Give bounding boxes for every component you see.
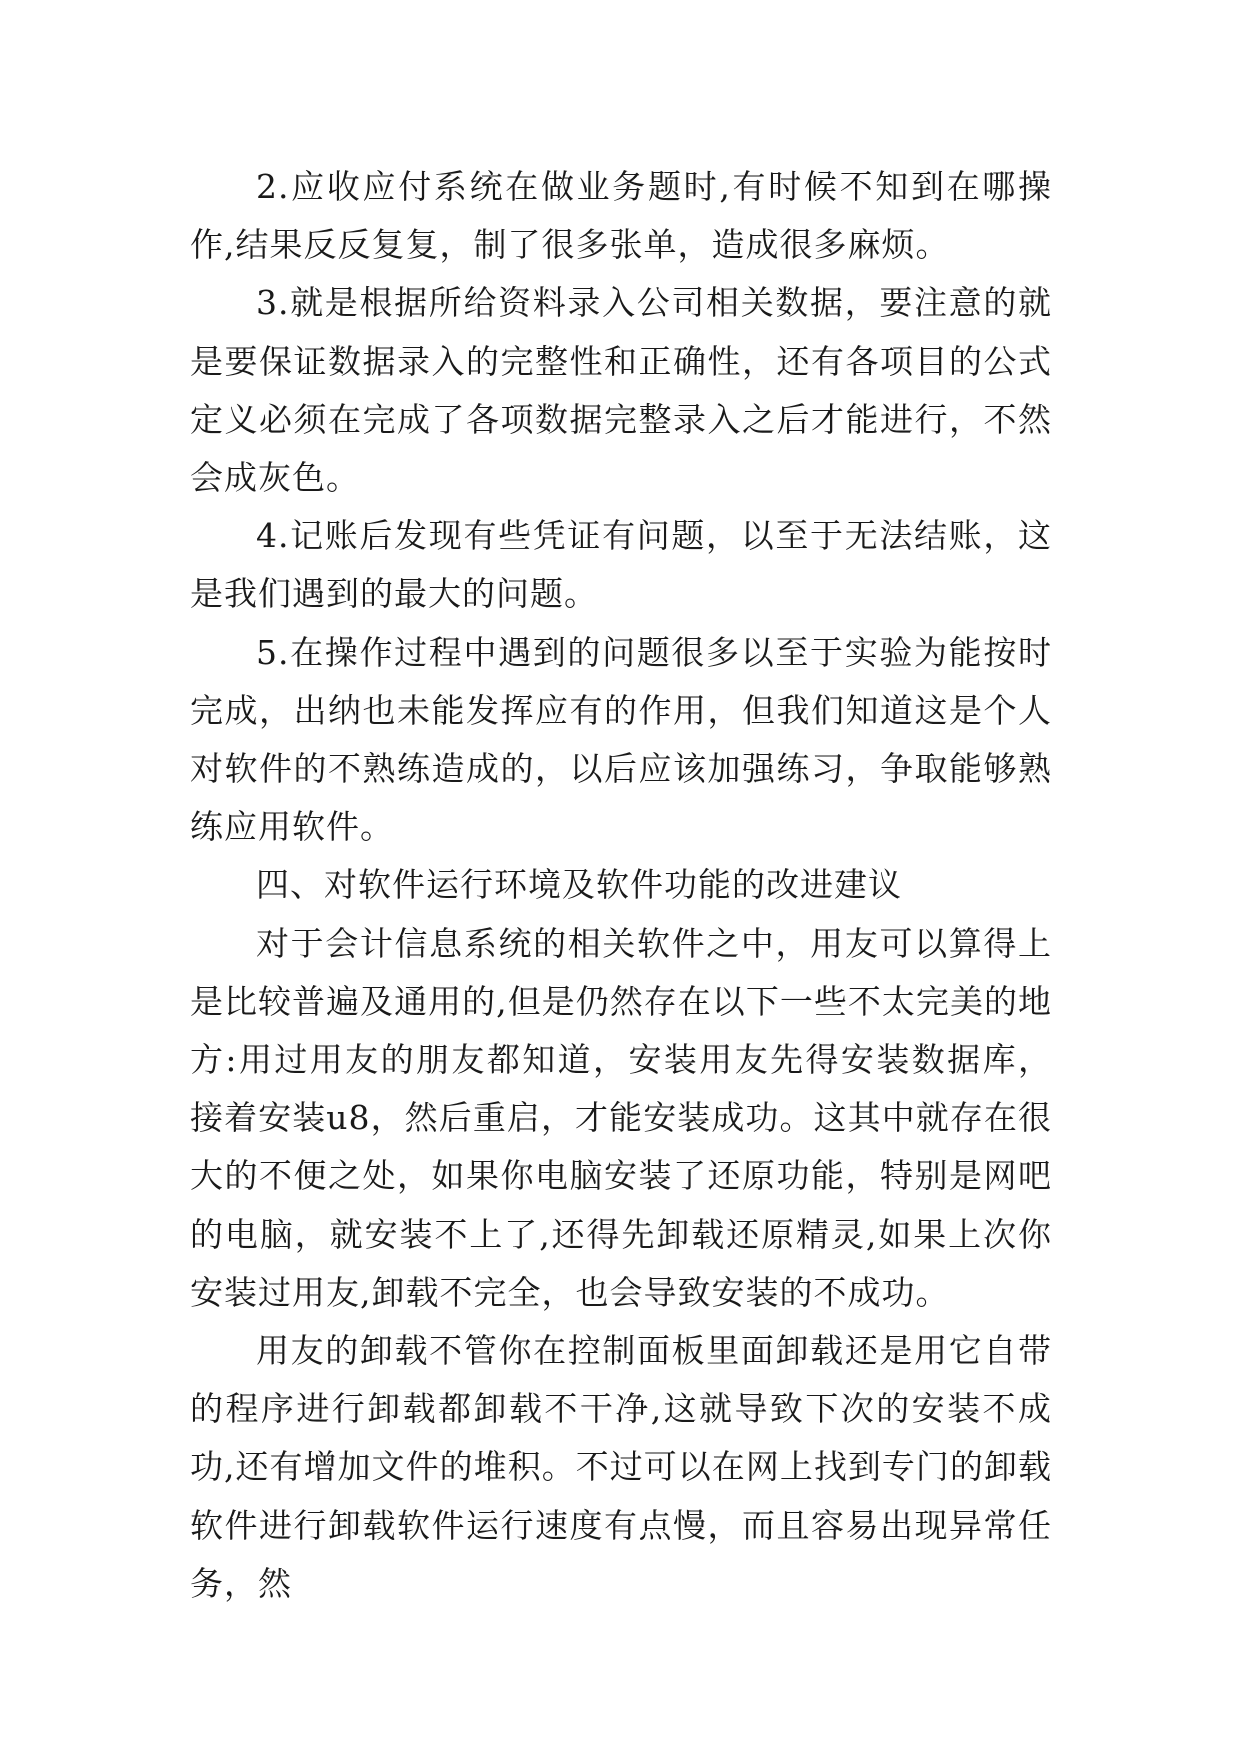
paragraph-installation: 对于会计信息系统的相关软件之中，用友可以算得上是比较普遍及通用的,但是仍然存在以下一些不太完美的地方:用过用友的朋友都知道，安装用友先得安装数据库，接着安装u8，然后重启，才能安装成功。这其中就存在很大的不便之处，如果你电脑安装了还原功能，特别是网吧的电脑，就安装不上了,还得先卸载还原精灵,如果上次你安装过用友,卸载不完全，也会导致安装的不成功。 (190, 923, 1052, 1312)
paragraph-ar-ap-system: 2.应收应付系统在做业务题时,有时候不知到在哪操作,结果反反复复，制了很多张单，造成很多麻烦。 (190, 167, 1052, 265)
paragraph-operation-problems: 5.在操作过程中遇到的问题很多以至于实验为能按时完成，出纳也未能发挥应有的作用，但我们知道这是个人对软件的不熟练造成的，以后应该加强练习，争取能够熟练应用软件。 (190, 632, 1052, 847)
paragraph-voucher-issue: 4.记账后发现有些凭证有问题，以至于无法结账，这是我们遇到的最大的问题。 (190, 516, 1052, 614)
paragraph-uninstallation: 用友的卸载不管你在控制面板里面卸载还是用它自带的程序进行卸载都卸载不干净,这就导致下次的安装不成功,还有增加文件的堆积。不过可以在网上找到专门的卸载软件进行卸载软件运行速度有点慢，而且容易出现异常任务，然 (190, 1331, 1052, 1603)
paragraph-data-entry: 3.就是根据所给资料录入公司相关数据，要注意的就是要保证数据录入的完整性和正确性，还有各项目的公式定义必须在完成了各项数据完整录入之后才能进行，不然会成灰色。 (190, 283, 1052, 498)
document-body (190, 158, 1052, 1613)
section-heading-suggestions: 四、对软件运行环境及软件功能的改进建议 (256, 865, 902, 905)
